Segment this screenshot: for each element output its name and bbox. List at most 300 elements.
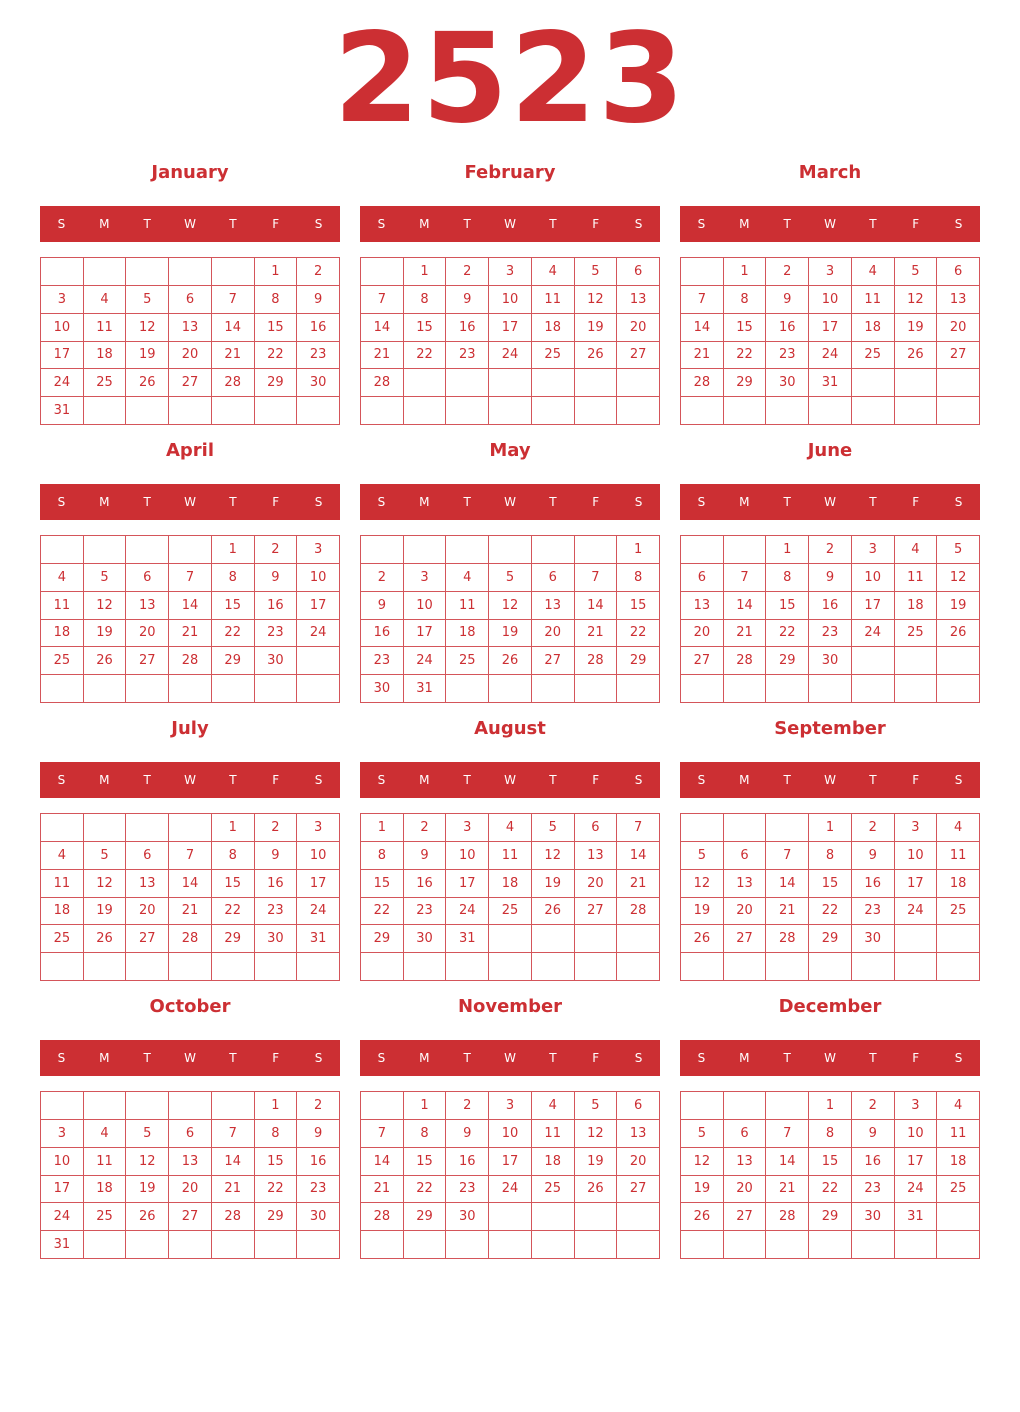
month-name: November [457, 996, 563, 1017]
day-cell: 1 [255, 1092, 298, 1120]
day-cell: 18 [41, 898, 84, 926]
weekday-label: T [463, 1051, 471, 1065]
day-cell: 29 [809, 925, 852, 953]
day-cell: 24 [895, 898, 938, 926]
day-cell: 12 [937, 564, 980, 592]
day-cell: 27 [724, 925, 767, 953]
day-cell: 6 [169, 286, 212, 314]
empty-day-cell [255, 397, 298, 425]
weekday-label: F [272, 217, 280, 231]
weekday-label: M [739, 1051, 750, 1065]
day-cell: 15 [255, 1148, 298, 1176]
weekday-label: F [272, 773, 280, 787]
day-cell: 25 [532, 1176, 575, 1204]
day-cell: 23 [852, 1176, 895, 1204]
day-cell: 28 [766, 1203, 809, 1231]
weekday-header [40, 762, 340, 798]
day-cell: 10 [895, 842, 938, 870]
empty-day-cell [724, 1231, 767, 1259]
day-cell: 20 [937, 314, 980, 342]
empty-day-cell [212, 953, 255, 981]
weekday-header [40, 1040, 340, 1076]
day-cell: 22 [809, 898, 852, 926]
empty-day-cell [297, 1231, 340, 1259]
day-grid [360, 813, 660, 981]
empty-day-cell [404, 369, 447, 397]
day-cell: 23 [361, 647, 404, 675]
weekday-label: S [954, 773, 963, 787]
day-cell: 7 [617, 814, 660, 842]
day-cell: 9 [297, 286, 340, 314]
day-cell: 17 [489, 1148, 532, 1176]
day-cell: 25 [489, 898, 532, 926]
weekday-label: W [184, 1051, 196, 1065]
empty-day-cell [766, 814, 809, 842]
empty-day-cell [937, 925, 980, 953]
day-cell: 24 [41, 1203, 84, 1231]
empty-day-cell [404, 397, 447, 425]
day-cell: 7 [361, 1120, 404, 1148]
empty-day-cell [766, 397, 809, 425]
day-cell: 14 [681, 314, 724, 342]
day-cell: 26 [681, 1203, 724, 1231]
empty-day-cell [809, 953, 852, 981]
day-cell: 10 [41, 1148, 84, 1176]
weekday-label: S [314, 773, 323, 787]
empty-day-cell [84, 953, 127, 981]
day-cell: 22 [212, 898, 255, 926]
day-cell: 3 [489, 258, 532, 286]
weekday-header [680, 484, 980, 520]
day-cell: 22 [255, 342, 298, 370]
empty-day-cell [724, 397, 767, 425]
day-cell: 15 [255, 314, 298, 342]
day-cell: 28 [617, 898, 660, 926]
day-cell: 28 [724, 647, 767, 675]
day-grid [360, 257, 660, 425]
day-cell: 13 [724, 1148, 767, 1176]
day-cell: 14 [212, 314, 255, 342]
weekday-label: S [377, 773, 386, 787]
day-cell: 18 [937, 870, 980, 898]
empty-day-cell [809, 675, 852, 703]
weekday-label: T [229, 1051, 237, 1065]
weekday-label: T [549, 773, 557, 787]
day-cell: 9 [809, 564, 852, 592]
day-cell: 12 [126, 314, 169, 342]
empty-day-cell [169, 675, 212, 703]
weekday-label: S [314, 495, 323, 509]
empty-day-cell [169, 397, 212, 425]
day-cell: 27 [617, 1176, 660, 1204]
day-cell: 31 [895, 1203, 938, 1231]
day-cell: 27 [126, 925, 169, 953]
day-cell: 7 [169, 564, 212, 592]
empty-day-cell [617, 369, 660, 397]
day-cell: 4 [532, 258, 575, 286]
empty-day-cell [575, 536, 618, 564]
month-name: July [171, 718, 209, 739]
day-cell: 11 [937, 842, 980, 870]
empty-day-cell [212, 258, 255, 286]
empty-day-cell [212, 397, 255, 425]
day-cell: 25 [84, 369, 127, 397]
day-cell: 11 [446, 592, 489, 620]
weekday-label: T [783, 773, 791, 787]
weekday-label: S [57, 495, 66, 509]
day-cell: 12 [84, 592, 127, 620]
day-cell: 13 [681, 592, 724, 620]
day-cell: 12 [575, 286, 618, 314]
day-cell: 23 [255, 620, 298, 648]
day-cell: 7 [361, 286, 404, 314]
day-cell: 2 [404, 814, 447, 842]
empty-day-cell [681, 814, 724, 842]
day-cell: 4 [41, 842, 84, 870]
weekday-header [360, 1040, 660, 1076]
day-cell: 26 [489, 647, 532, 675]
day-cell: 21 [212, 342, 255, 370]
day-cell: 15 [404, 314, 447, 342]
day-cell: 24 [297, 620, 340, 648]
day-cell: 16 [852, 1148, 895, 1176]
day-cell: 24 [41, 369, 84, 397]
day-cell: 20 [126, 898, 169, 926]
day-cell: 11 [489, 842, 532, 870]
day-cell: 21 [361, 1176, 404, 1204]
empty-day-cell [255, 675, 298, 703]
day-cell: 7 [212, 1120, 255, 1148]
day-cell: 23 [255, 898, 298, 926]
day-cell: 22 [809, 1176, 852, 1204]
empty-day-cell [575, 1231, 618, 1259]
empty-day-cell [126, 536, 169, 564]
empty-day-cell [681, 1092, 724, 1120]
empty-day-cell [297, 675, 340, 703]
weekday-label: W [504, 495, 516, 509]
day-cell: 1 [617, 536, 660, 564]
day-cell: 5 [84, 842, 127, 870]
day-cell: 13 [575, 842, 618, 870]
day-cell: 24 [404, 647, 447, 675]
day-cell: 7 [766, 842, 809, 870]
day-cell: 21 [169, 898, 212, 926]
empty-day-cell [532, 1203, 575, 1231]
day-cell: 12 [126, 1148, 169, 1176]
month-name: June [807, 440, 853, 461]
empty-day-cell [489, 536, 532, 564]
day-cell: 28 [681, 369, 724, 397]
day-cell: 27 [937, 342, 980, 370]
empty-day-cell [575, 925, 618, 953]
empty-day-cell [361, 953, 404, 981]
day-cell: 5 [681, 1120, 724, 1148]
day-cell: 4 [41, 564, 84, 592]
day-cell: 12 [84, 870, 127, 898]
weekday-label: T [783, 495, 791, 509]
day-cell: 8 [255, 286, 298, 314]
day-cell: 8 [617, 564, 660, 592]
empty-day-cell [297, 953, 340, 981]
day-cell: 22 [212, 620, 255, 648]
empty-day-cell [681, 1231, 724, 1259]
empty-day-cell [84, 397, 127, 425]
day-cell: 14 [212, 1148, 255, 1176]
day-cell: 5 [532, 814, 575, 842]
day-cell: 12 [575, 1120, 618, 1148]
weekday-label: W [504, 217, 516, 231]
empty-day-cell [255, 1231, 298, 1259]
day-cell: 20 [169, 342, 212, 370]
day-cell: 23 [297, 1176, 340, 1204]
empty-day-cell [126, 1092, 169, 1120]
day-cell: 6 [617, 258, 660, 286]
day-cell: 24 [489, 1176, 532, 1204]
day-cell: 25 [84, 1203, 127, 1231]
empty-day-cell [937, 1203, 980, 1231]
day-cell: 18 [41, 620, 84, 648]
weekday-label: S [697, 1051, 706, 1065]
weekday-label: T [463, 495, 471, 509]
month-name: December [778, 996, 882, 1017]
empty-day-cell [809, 397, 852, 425]
day-cell: 12 [532, 842, 575, 870]
weekday-label: W [824, 773, 836, 787]
day-cell: 6 [937, 258, 980, 286]
day-cell: 27 [575, 898, 618, 926]
weekday-label: M [99, 217, 110, 231]
empty-day-cell [532, 397, 575, 425]
weekday-label: S [57, 217, 66, 231]
empty-day-cell [361, 536, 404, 564]
day-cell: 7 [724, 564, 767, 592]
day-cell: 11 [532, 286, 575, 314]
day-cell: 31 [297, 925, 340, 953]
weekday-label: S [697, 495, 706, 509]
empty-day-cell [489, 369, 532, 397]
day-cell: 5 [575, 258, 618, 286]
day-cell: 16 [809, 592, 852, 620]
empty-day-cell [126, 675, 169, 703]
day-cell: 1 [255, 258, 298, 286]
day-cell: 6 [575, 814, 618, 842]
day-cell: 21 [766, 1176, 809, 1204]
day-cell: 9 [361, 592, 404, 620]
empty-day-cell [169, 258, 212, 286]
day-cell: 3 [809, 258, 852, 286]
day-cell: 14 [766, 1148, 809, 1176]
empty-day-cell [766, 1092, 809, 1120]
day-cell: 15 [809, 1148, 852, 1176]
day-cell: 19 [937, 592, 980, 620]
empty-day-cell [41, 675, 84, 703]
day-cell: 23 [809, 620, 852, 648]
empty-day-cell [255, 953, 298, 981]
weekday-label: T [143, 1051, 151, 1065]
empty-day-cell [937, 647, 980, 675]
weekday-label: S [954, 495, 963, 509]
day-cell: 22 [766, 620, 809, 648]
empty-day-cell [617, 925, 660, 953]
empty-day-cell [404, 536, 447, 564]
day-cell: 29 [361, 925, 404, 953]
day-cell: 2 [297, 1092, 340, 1120]
weekday-label: M [419, 217, 430, 231]
day-cell: 10 [297, 842, 340, 870]
day-grid [680, 257, 980, 425]
day-cell: 20 [617, 1148, 660, 1176]
day-cell: 15 [724, 314, 767, 342]
day-cell: 13 [617, 1120, 660, 1148]
day-cell: 28 [575, 647, 618, 675]
day-cell: 16 [404, 870, 447, 898]
empty-day-cell [852, 647, 895, 675]
day-cell: 16 [297, 314, 340, 342]
day-cell: 20 [617, 314, 660, 342]
empty-day-cell [724, 1092, 767, 1120]
empty-day-cell [126, 814, 169, 842]
day-cell: 19 [575, 314, 618, 342]
day-cell: 5 [895, 258, 938, 286]
day-cell: 19 [84, 620, 127, 648]
day-cell: 19 [84, 898, 127, 926]
empty-day-cell [446, 953, 489, 981]
day-cell: 14 [361, 314, 404, 342]
day-cell: 5 [126, 1120, 169, 1148]
weekday-label: T [549, 1051, 557, 1065]
day-cell: 8 [361, 842, 404, 870]
weekday-label: S [377, 217, 386, 231]
day-cell: 8 [404, 286, 447, 314]
day-cell: 5 [126, 286, 169, 314]
year-title: 2523 [333, 7, 687, 151]
empty-day-cell [404, 1231, 447, 1259]
day-cell: 3 [895, 814, 938, 842]
empty-day-cell [724, 814, 767, 842]
day-cell: 13 [617, 286, 660, 314]
day-cell: 14 [766, 870, 809, 898]
day-cell: 7 [681, 286, 724, 314]
weekday-label: M [419, 1051, 430, 1065]
weekday-label: M [419, 495, 430, 509]
empty-day-cell [724, 675, 767, 703]
day-cell: 14 [169, 592, 212, 620]
day-cell: 16 [255, 592, 298, 620]
empty-day-cell [212, 1092, 255, 1120]
day-cell: 16 [255, 870, 298, 898]
day-cell: 15 [404, 1148, 447, 1176]
weekday-label: S [634, 217, 643, 231]
day-cell: 29 [212, 925, 255, 953]
empty-day-cell [361, 258, 404, 286]
day-cell: 24 [489, 342, 532, 370]
empty-day-cell [532, 925, 575, 953]
day-cell: 30 [297, 369, 340, 397]
empty-day-cell [41, 814, 84, 842]
day-cell: 1 [404, 258, 447, 286]
day-cell: 30 [809, 647, 852, 675]
empty-day-cell [169, 1231, 212, 1259]
day-cell: 2 [446, 258, 489, 286]
day-cell: 2 [255, 814, 298, 842]
empty-day-cell [361, 1231, 404, 1259]
day-cell: 11 [895, 564, 938, 592]
day-cell: 30 [255, 647, 298, 675]
day-cell: 22 [617, 620, 660, 648]
day-cell: 15 [212, 592, 255, 620]
empty-day-cell [489, 1203, 532, 1231]
day-cell: 7 [766, 1120, 809, 1148]
day-cell: 23 [404, 898, 447, 926]
day-cell: 5 [84, 564, 127, 592]
day-cell: 21 [212, 1176, 255, 1204]
day-cell: 4 [937, 814, 980, 842]
day-cell: 9 [446, 1120, 489, 1148]
day-cell: 12 [681, 1148, 724, 1176]
day-cell: 5 [681, 842, 724, 870]
weekday-header [40, 484, 340, 520]
day-cell: 26 [126, 369, 169, 397]
empty-day-cell [575, 397, 618, 425]
weekday-label: M [99, 773, 110, 787]
day-cell: 13 [126, 870, 169, 898]
day-cell: 20 [724, 1176, 767, 1204]
day-cell: 14 [724, 592, 767, 620]
day-cell: 26 [532, 898, 575, 926]
day-cell: 30 [766, 369, 809, 397]
day-cell: 13 [126, 592, 169, 620]
day-cell: 24 [297, 898, 340, 926]
day-cell: 17 [41, 1176, 84, 1204]
day-cell: 26 [575, 1176, 618, 1204]
day-cell: 3 [489, 1092, 532, 1120]
empty-day-cell [361, 397, 404, 425]
empty-day-cell [532, 953, 575, 981]
weekday-label: M [739, 773, 750, 787]
weekday-label: S [954, 217, 963, 231]
empty-day-cell [404, 953, 447, 981]
weekday-label: W [504, 773, 516, 787]
day-cell: 4 [489, 814, 532, 842]
empty-day-cell [937, 1231, 980, 1259]
weekday-label: S [634, 495, 643, 509]
weekday-label: F [272, 1051, 280, 1065]
month-name: September [774, 718, 886, 739]
day-grid [40, 257, 340, 425]
empty-day-cell [126, 397, 169, 425]
empty-day-cell [681, 536, 724, 564]
empty-day-cell [84, 1092, 127, 1120]
day-cell: 2 [809, 536, 852, 564]
empty-day-cell [895, 953, 938, 981]
day-cell: 29 [212, 647, 255, 675]
day-cell: 10 [489, 286, 532, 314]
month-name: October [149, 996, 231, 1017]
weekday-label: S [314, 1051, 323, 1065]
day-cell: 28 [169, 647, 212, 675]
day-cell: 29 [255, 1203, 298, 1231]
day-cell: 19 [126, 1176, 169, 1204]
day-cell: 19 [681, 1176, 724, 1204]
day-cell: 25 [852, 342, 895, 370]
day-cell: 17 [297, 592, 340, 620]
empty-day-cell [126, 953, 169, 981]
empty-day-cell [446, 536, 489, 564]
day-cell: 10 [446, 842, 489, 870]
empty-day-cell [532, 369, 575, 397]
weekday-label: T [549, 217, 557, 231]
day-cell: 3 [297, 814, 340, 842]
